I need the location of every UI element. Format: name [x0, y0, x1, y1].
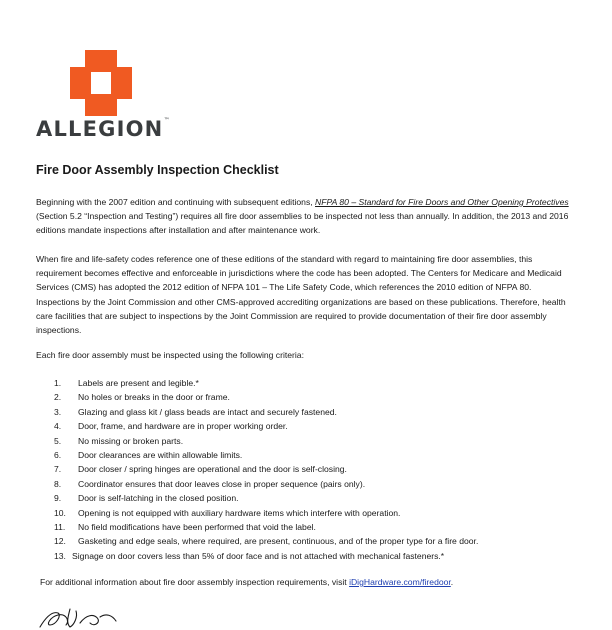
criteria-list	[36, 376, 581, 563]
list-item: 2. No holes or breaks in the door or frame.	[54, 392, 230, 403]
list-item: 7. Door closer / spring hinges are operational and the door is self-closing.	[54, 464, 347, 475]
criteria-intro: Each fire door assembly must be inspected using the following criteria:	[36, 350, 304, 360]
list-item: 4. Door, frame, and hardware are in proper working order.	[54, 421, 288, 432]
idighardware-link[interactable]: iDigHardware.com/firedoor	[349, 577, 451, 587]
list-item: 9. Door is self-latching in the closed position.	[54, 493, 239, 504]
list-item: 13. Signage on door covers less than 5% of door face and is not attached with mechanical fasteners.*	[54, 550, 445, 561]
brand-wordmark: ALLEGION™	[36, 117, 170, 141]
list-item: 12. Gasketing and edge seals, where required, are present, continuous, and of the proper type for a fire door.	[54, 536, 479, 547]
signature	[36, 603, 132, 630]
list-item: 5. No missing or broken parts.	[54, 435, 184, 446]
intro-paragraph: Beginning with the 2007 edition and continuing with subsequent editions, NFPA 80 – Standard for Fire Doors and Other Opening Protectives (Section 5.2 “Inspection and Testing”) requires all fire door assemblies to be inspected not less than annually. In addition, the 2013 and 2016 editions mandate inspections after installation and after maintenance work.	[36, 197, 569, 236]
footer-note: For additional information about fire door assembly inspection requirements, visit iDigHardware.com/firedoor.	[40, 577, 454, 587]
list-item: 6. Door clearances are within allowable limits.	[54, 449, 243, 460]
list-item: 3. Glazing and glass kit / glass beads are intact and securely fastened.	[54, 406, 337, 417]
allegion-logo-mark	[70, 50, 132, 116]
standard-reference: NFPA 80 – Standard for Fire Doors and Other Opening Protectives	[315, 197, 569, 207]
list-item: 1. Labels are present and legible.*	[54, 378, 199, 388]
list-item: 8. Coordinator ensures that door leaves close in proper sequence (pairs only).	[54, 478, 366, 489]
document-title: Fire Door Assembly Inspection Checklist	[36, 163, 279, 177]
list-item: 11. No field modifications have been performed that void the label.	[54, 521, 316, 532]
list-item: 10. Opening is not equipped with auxiliary hardware items which interfere with operation.	[54, 507, 401, 518]
code-adoption-paragraph: When fire and life-safety codes reference one of these editions of the standard with regard to maintaining fire door assemblies, this requirement becomes effective and enforceable in jurisdictions where the code has been adopted. The Centers for Medicare and Medicaid Services (CMS) has adopted the 2012 edition of NFPA 101 – The Life Safety Code, which references the 2010 edition of NFPA 80. Inspections by the Joint Commission and other CMS-approved accrediting organizations are based on these publications. Therefore, health care facilities that are subject to inspections by the Joint Commission are required to provide documentation of their fire door assembly inspections.	[36, 254, 566, 336]
